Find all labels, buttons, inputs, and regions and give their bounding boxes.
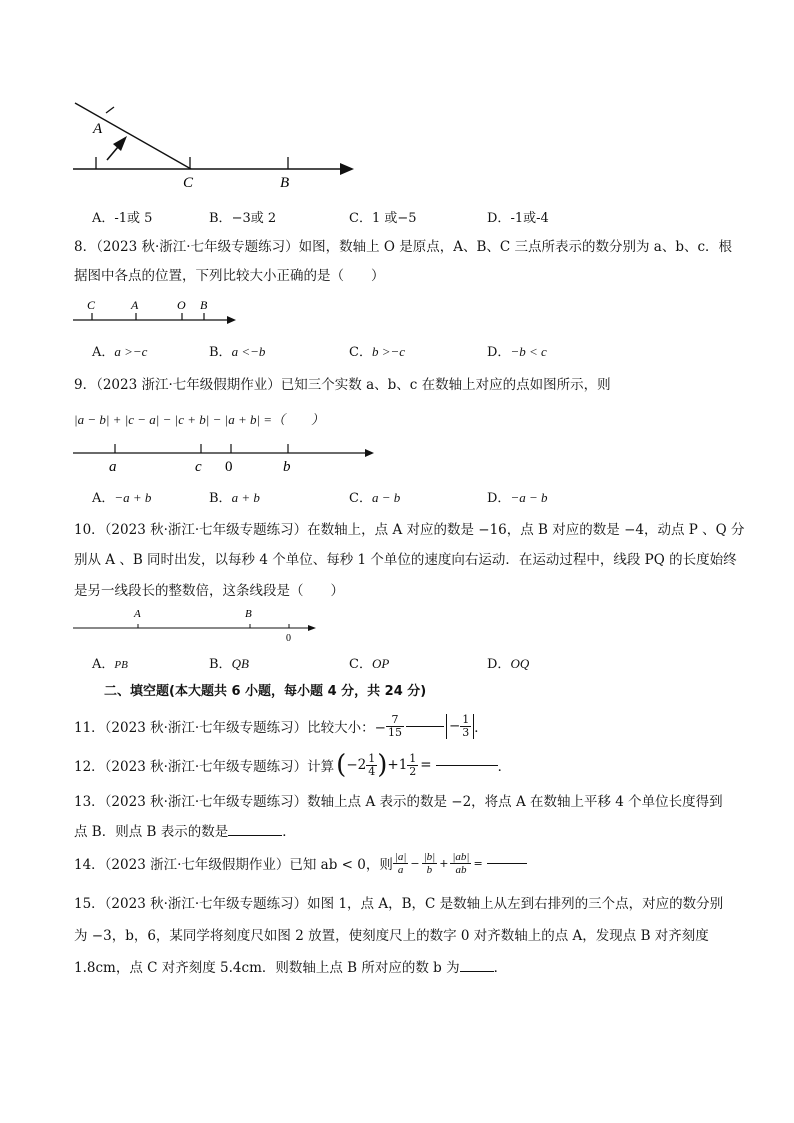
q15-stem-line3 xyxy=(74,956,507,976)
q11-frac1-numerator: 7 xyxy=(386,714,404,727)
q8-label-b: B xyxy=(200,298,208,312)
q9-label-b: b xyxy=(283,459,291,475)
q8-label-a: A xyxy=(131,298,139,312)
q10-label-b: B xyxy=(245,608,252,620)
q7-option-a[interactable]: A．-1或 5 xyxy=(92,211,153,226)
q11 xyxy=(74,708,488,744)
q10-label-zero: 0 xyxy=(286,633,291,644)
q8-option-a[interactable]: A．a >−c xyxy=(92,344,148,360)
q11-minus: − xyxy=(448,718,461,734)
q12-right-paren: ) xyxy=(377,750,388,780)
q14-fraction-1 xyxy=(393,851,409,876)
q14-frac3-denominator: ab xyxy=(455,863,467,876)
q10-stem-line3: 是另一线段长的整数倍，这条线段是（ ） xyxy=(74,583,344,599)
q10-option-b[interactable]: B．QB xyxy=(209,656,249,672)
q11-frac1-denominator: 15 xyxy=(387,725,402,739)
q12-fraction-1 xyxy=(366,753,377,778)
q12-frac2-denominator: 2 xyxy=(409,764,417,778)
q7-rotation-arrowhead xyxy=(113,136,127,151)
q8-option-c[interactable]: C．b >−c xyxy=(349,344,406,360)
q14-frac1-numerator: |a| xyxy=(394,850,407,863)
q9-label-a: a xyxy=(109,459,117,475)
q11-abs-value xyxy=(446,714,474,739)
q13-line2-suffix: ． xyxy=(282,824,296,840)
q12-frac2-numerator: 1 xyxy=(409,751,417,765)
q10-option-c[interactable]: C．OP xyxy=(349,656,390,672)
q12-whole: −2 xyxy=(346,757,367,773)
q11-answer-blank[interactable] xyxy=(406,726,444,727)
q14-answer-blank[interactable] xyxy=(487,863,527,864)
q11-suffix: ． xyxy=(474,720,488,736)
q12-suffix: ． xyxy=(497,759,512,775)
q15-stem-line2: 为 −3，b，6，某同学将刻度尺如图 2 放置，使刻度尺上的数字 0 对齐数轴上的点 A，发现点 B 对齐刻度 xyxy=(74,928,709,944)
q9-option-c[interactable]: C．a − b xyxy=(349,490,401,506)
q12-plus: +1 xyxy=(387,757,408,773)
q8-stem-line1: 8．（2023 秋·浙江·七年级专题练习）如图，数轴上 O 是原点，A、B、C 三点所表示的数分别为 a、b、c．根 xyxy=(74,239,733,255)
q8-arrowhead xyxy=(227,316,236,324)
q9-option-d[interactable]: D．−a − b xyxy=(487,490,548,506)
q11-frac2-denominator: 3 xyxy=(462,725,470,739)
q13-stem-line1: 13．（2023 秋·浙江·七年级专题练习）数轴上点 A 表示的数是 −2，将点 A 在数轴上平移 4 个单位长度得到 xyxy=(74,794,723,810)
q12-frac1-numerator: 1 xyxy=(368,751,376,765)
q12-prefix: 12．（2023 秋·浙江·七年级专题练习）计算 xyxy=(74,759,335,775)
q7-tick-a xyxy=(106,107,114,113)
q12-left-paren: ( xyxy=(336,750,347,780)
q10-arrowhead xyxy=(308,625,316,631)
q15-answer-blank[interactable] xyxy=(460,971,494,972)
q10-option-a[interactable]: A．PB xyxy=(92,657,128,672)
q14-frac2-denominator: b xyxy=(426,863,433,876)
q13-stem-line2 xyxy=(74,820,296,840)
q15-line3-prefix: 1.8cm，点 C 对齐刻度 5.4cm．则数轴上点 B 所对应的数 b 为 xyxy=(74,960,460,976)
q9-stem-line1: 9．（2023 浙江·七年级假期作业）已知三个实数 a、b、c 在数轴上对应的点如图所示，则 xyxy=(74,377,611,393)
q9-option-a[interactable]: A．−a + b xyxy=(92,490,152,506)
q9-label-c: c xyxy=(195,459,202,475)
q9-option-b[interactable]: B．a + b xyxy=(209,490,260,506)
q15-stem-line1: 15．（2023 秋·浙江·七年级专题练习）如图 1，点 A，B，C 是数轴上从左到右排列的三个点，对应的数分别 xyxy=(74,896,724,912)
q7-label-c: C xyxy=(183,175,194,191)
q14-plus: + xyxy=(439,856,449,870)
q8-option-b[interactable]: B．a <−b xyxy=(209,344,266,360)
q8-stem-line2: 据图中各点的位置，下列比较大小正确的是（ ） xyxy=(74,268,385,284)
q7-arrowhead xyxy=(340,163,354,175)
q14-prefix: 14．（2023 浙江·七年级假期作业）已知 ab < 0，则 xyxy=(74,857,393,873)
q11-fraction-2 xyxy=(460,714,471,739)
q8-label-c: C xyxy=(87,298,96,312)
q9-expression: |a − b| + |c − a| − |c + b| − |a + b| =（ ） xyxy=(74,412,325,427)
q8-figure xyxy=(0,295,794,330)
q14-equals: = xyxy=(473,856,483,870)
q12 xyxy=(74,747,511,783)
q11-prefix: 11．（2023 秋·浙江·七年级专题练习）比较大小：− xyxy=(74,720,386,736)
q11-fraction-1 xyxy=(386,714,404,739)
q8-option-d[interactable]: D．−b < c xyxy=(487,344,547,360)
q8-label-o: O xyxy=(177,298,186,312)
q11-frac2-numerator: 1 xyxy=(462,712,470,726)
q7-option-c[interactable]: C．1 或−5 xyxy=(349,211,417,226)
q9-figure xyxy=(0,438,794,478)
q10-stem-line1: 10．（2023 秋·浙江·七年级专题练习）在数轴上，点 A 对应的数是 −16，点 B 对应的数是 −4，动点 P 、Q 分 xyxy=(74,522,745,538)
q10-option-d[interactable]: D．OQ xyxy=(487,656,530,672)
q14-fraction-3 xyxy=(450,851,471,876)
q14-frac3-numerator: |ab| xyxy=(452,850,470,863)
q14-fraction-2 xyxy=(422,851,438,876)
q7-label-b: B xyxy=(280,175,290,191)
q12-answer-blank[interactable] xyxy=(436,765,498,766)
section-2-title: 二、填空题(本大题共 6 小题，每小题 4 分，共 24 分) xyxy=(104,684,427,699)
q9-label-zero: 0 xyxy=(225,459,233,475)
q14 xyxy=(74,846,527,880)
q9-arrowhead xyxy=(365,449,374,457)
q7-option-b[interactable]: B．−3或 2 xyxy=(209,211,277,226)
q13-line2-prefix: 点 B．则点 B 表示的数是 xyxy=(74,824,229,840)
q15-line3-suffix: ． xyxy=(493,960,508,976)
q13-answer-blank[interactable] xyxy=(228,835,282,836)
q14-minus: − xyxy=(410,856,420,870)
q10-label-a: A xyxy=(134,608,141,620)
q7-figure xyxy=(0,0,794,190)
q12-frac1-denominator: 4 xyxy=(368,764,376,778)
q12-fraction-2 xyxy=(407,753,418,778)
q7-label-a: A xyxy=(93,121,103,137)
q7-option-d[interactable]: D．-1或-4 xyxy=(487,211,549,226)
q14-frac1-denominator: a xyxy=(397,863,404,876)
q10-stem-line2: 别从 A 、B 同时出发，以每秒 4 个单位、每秒 1 个单位的速度向右运动．在运动过程中，线段 PQ 的长度始终 xyxy=(74,552,737,568)
q14-frac2-numerator: |b| xyxy=(423,850,436,863)
q10-figure xyxy=(0,604,794,644)
q12-equals: = xyxy=(420,757,432,773)
